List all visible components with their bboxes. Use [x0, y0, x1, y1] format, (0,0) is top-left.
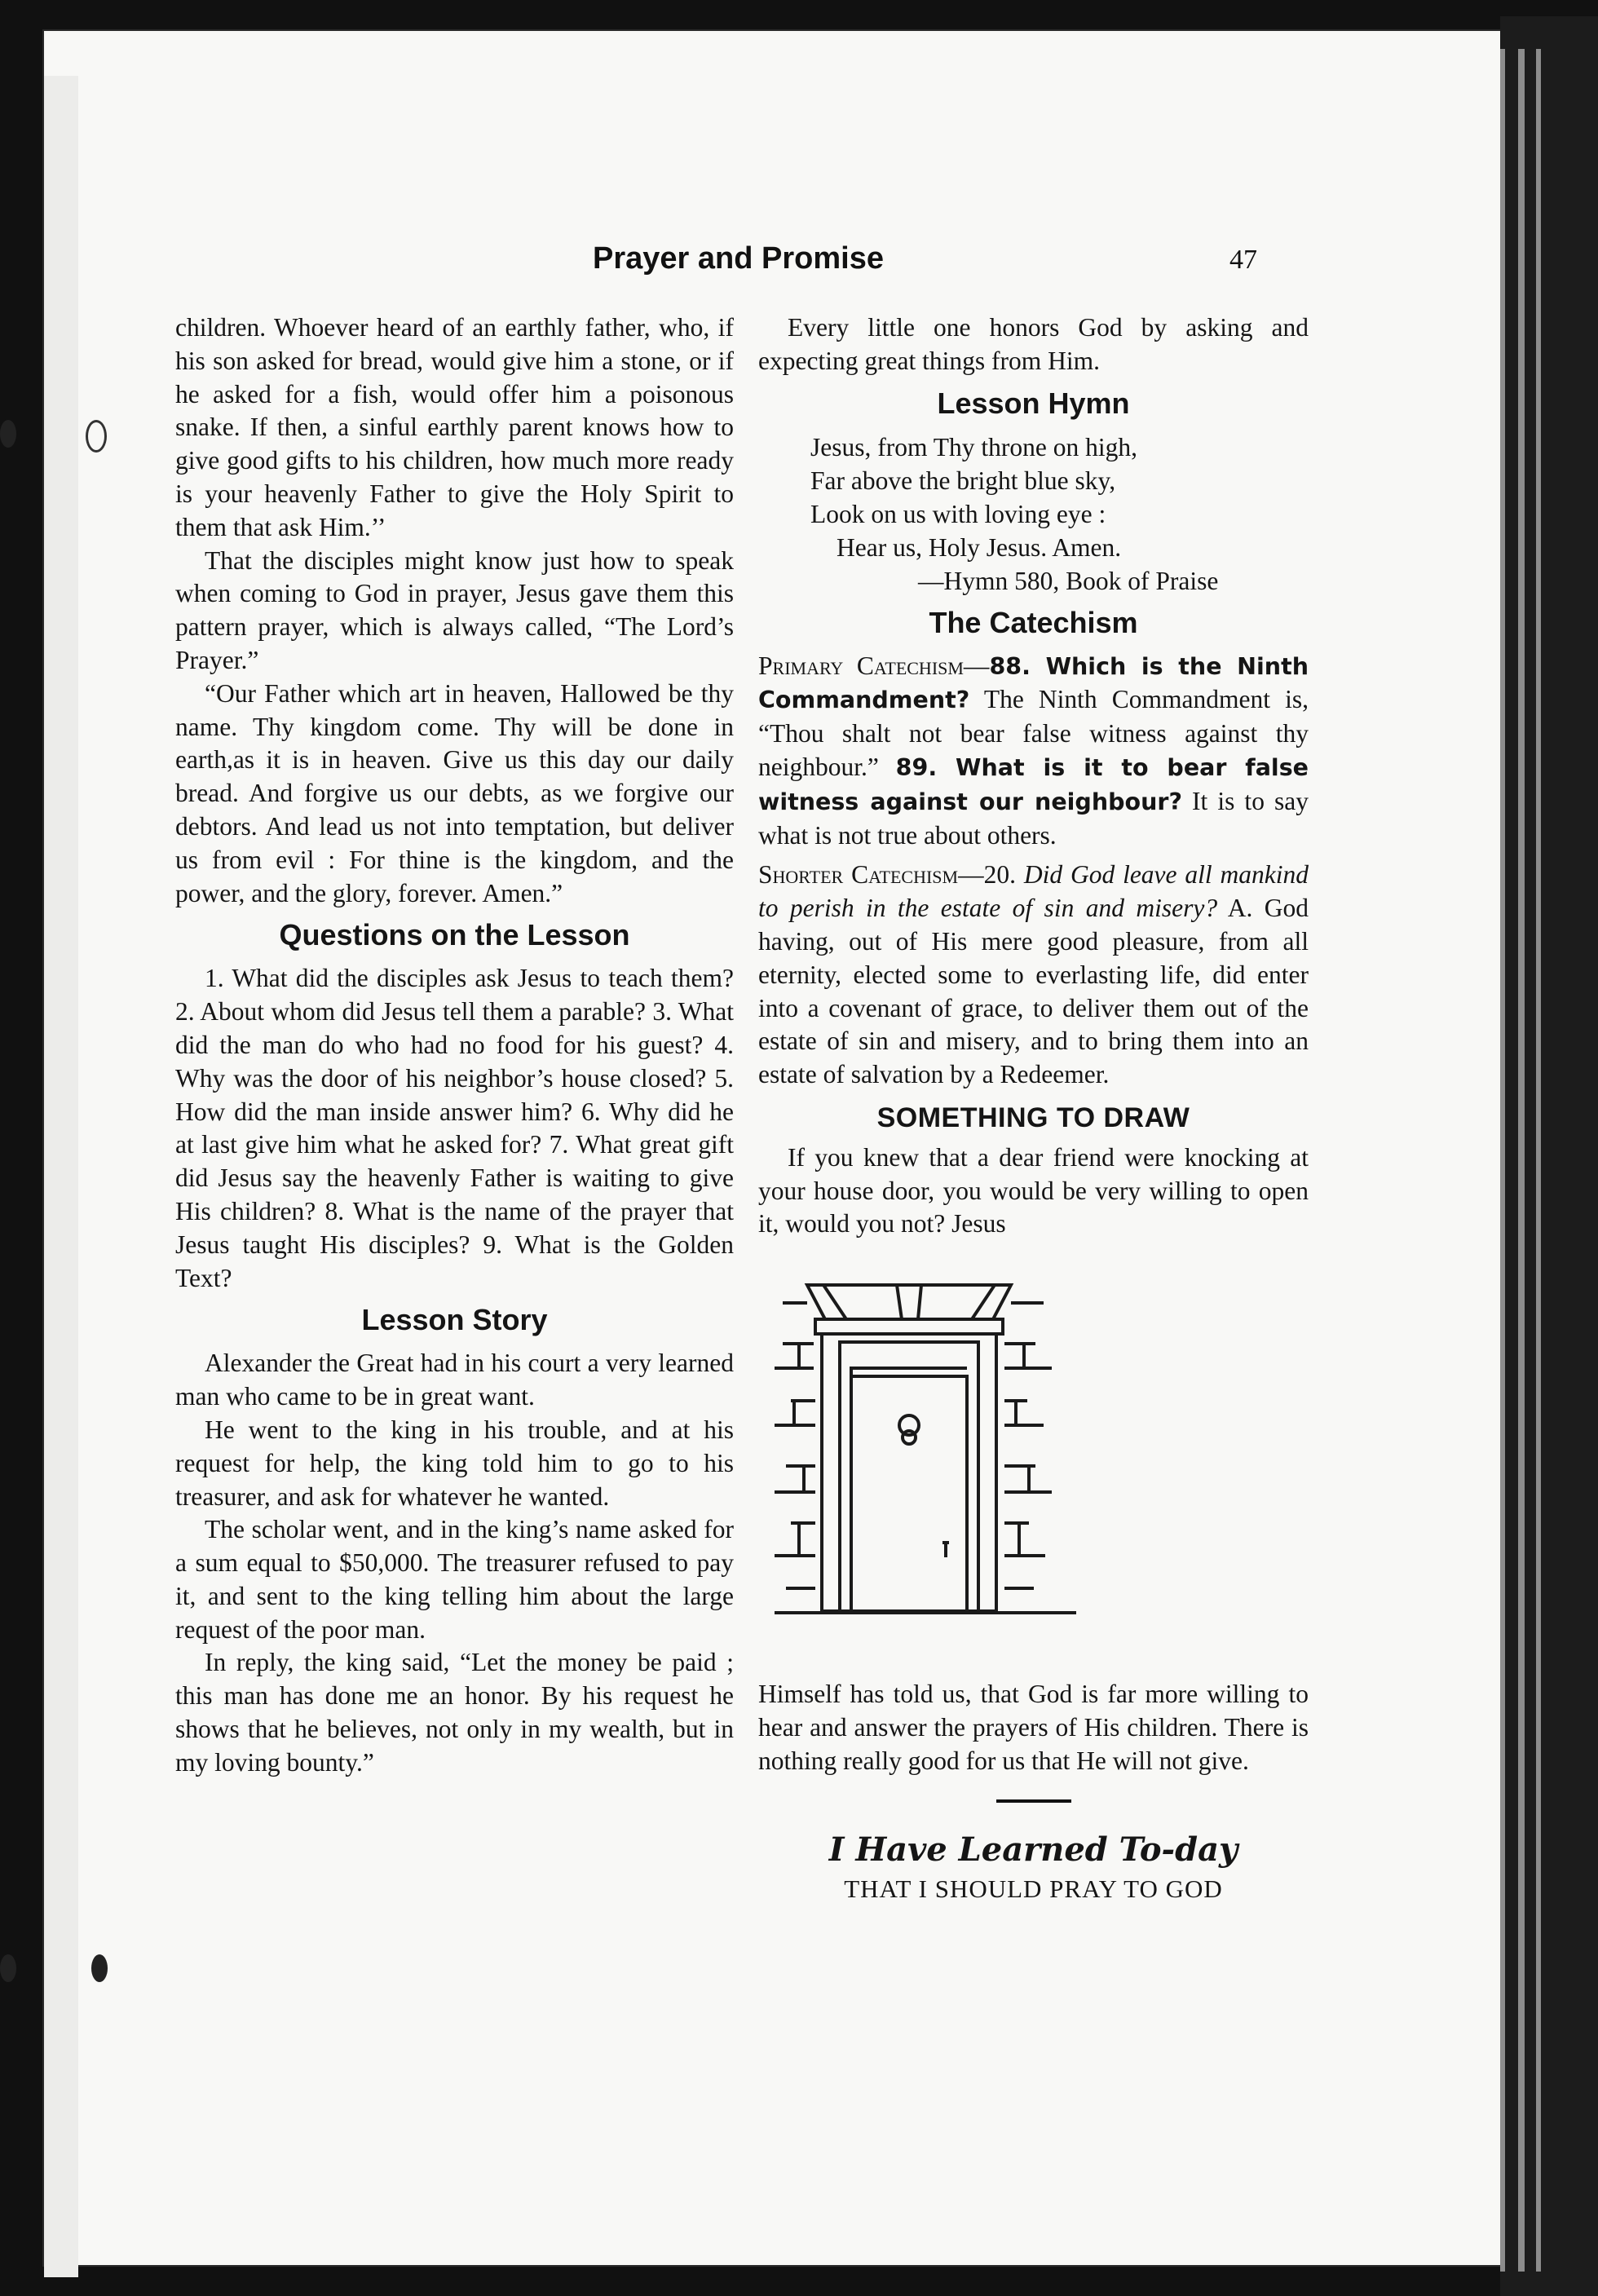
paragraph: The scholar went, and in the king’s name asked for a sum equal to $50,000. The treasurer refused to pay it, and sent to the king telling him about the large request of the poor man.: [175, 1515, 734, 1644]
paragraph: That the disciples might know just how to speak when coming to God in prayer, Jesus gave them this pattern prayer, which is always called, “The Lord’s Prayer.”: [175, 545, 734, 674]
book-edge: [1500, 16, 1598, 2296]
catechism-question: Did God leave all mankind to perish in the estate of sin and misery?: [758, 860, 1309, 923]
binding-hole: [0, 1954, 16, 1982]
paragraph: He went to the king in his trouble, and at his request for help, the king told him to go to his treasurer, and ask for whatever he wanted.: [175, 1415, 734, 1511]
catechism-question: 89. What is it to bear false witness against our neighbour?: [758, 753, 1309, 815]
page-margin-strip: [44, 76, 78, 2277]
paragraph: Alexander the Great had in his court a very learned man who came to be in great want.: [175, 1349, 734, 1411]
shorter-catechism: [758, 859, 1309, 1092]
hymn-line: Far above the bright blue sky,: [810, 466, 1116, 495]
catechism-label: Shorter Catechism—20.: [758, 860, 1016, 890]
questions-heading: Questions on the Lesson: [279, 918, 630, 952]
questions-list: 1. What did the disciples ask Jesus to teach them? 2. About whom did Jesus tell them a parable? 3. What did the man do who had no food for his guest? 4. Why was the door of his neighbor’s house closed? 5. How did the man inside answer him? 6. Why did he at last give him what he asked for? 7. What great gift did Jesus say the heavenly Father is waiting to give His children? 8. What is the name of the prayer that Jesus taught His disciples? 9. What is the Golden Text?: [175, 964, 734, 1292]
binding-hole: [0, 420, 16, 448]
story-heading: Lesson Story: [361, 1303, 548, 1337]
hymn-source: —Hymn 580, Book of Praise: [918, 566, 1219, 595]
paragraph: Himself has told us, that God is far more willing to hear and answer the prayers of His children. There is nothing really good for us that He will not give.: [758, 1680, 1309, 1775]
paragraph: If you knew that a dear friend were knocking at your house door, you would be very willing to open it, would you not? Jesus: [758, 1142, 1309, 1239]
binding-hole: [91, 1954, 108, 1982]
door-illustration: [775, 1278, 1084, 1629]
lords-prayer: “Our Father which art in heaven, Hallowed be thy name. Thy kingdom come. Thy will be done in earth,as it is in heaven. Give us this day our daily bread. And forgive us our debts, as we forgive our debtors. And lead us not into temptation, but deliver us from evil : For thine is the kingdom, and the power, and the glory, forever. Amen.”: [175, 678, 734, 907]
binding-hole: [86, 420, 107, 453]
right-column: [758, 311, 1309, 1905]
hymn-line: Look on us with loving eye :: [810, 499, 1106, 528]
hymn: [810, 430, 1309, 598]
paragraph: children. Whoever heard of an earthly father, who, if his son asked for bread, would give him a stone, or if he asked for a fish, would offer him a poisonous snake. If then, a sinful earthly parent knows how to give good gifts to his children, how much more ready is your heavenly Father to give the Holy Spirit to them that ask Him.’’: [175, 313, 734, 541]
catechism-question: 88. Which is the Ninth Commandment?: [758, 652, 1309, 714]
hymn-line: Hear us, Holy Jesus. Amen.: [837, 532, 1122, 562]
left-column: [175, 311, 734, 1780]
catechism-answer: The Ninth Commandment is, “Thou shalt not bear false witness against thy neighbour.”: [758, 685, 1309, 781]
catechism-label: Primary Catechism—: [758, 651, 990, 680]
learned-today-title: I Have Learned To-day: [828, 1830, 1238, 1869]
paragraph: In reply, the king said, “Let the money be paid ; this man has done me an honor. By his request he shows that he believes, not only in my wealth, but in my loving bounty.”: [175, 1648, 734, 1777]
hymn-line: Jesus, from Thy throne on high,: [810, 432, 1138, 461]
page-number: 47: [1229, 245, 1257, 275]
draw-heading: SOMETHING TO DRAW: [876, 1102, 1190, 1133]
hymn-heading: Lesson Hymn: [937, 386, 1130, 420]
catechism-heading: The Catechism: [929, 605, 1138, 639]
catechism-answer: A. God having, out of His mere good pleasure, from all eternity, elected some to everlasting life, did enter into a covenant of grace, to deliver them out of the estate of sin and misery, and to bring them into an estate of salvation by a Redeemer.: [758, 894, 1309, 1089]
catechism-answer: It is to say what is not true about others.: [758, 786, 1309, 850]
lesson-summary: THAT I SHOULD PRAY TO GOD: [844, 1874, 1223, 1903]
paragraph: Every little one honors God by asking and expecting great things from Him.: [758, 313, 1309, 375]
running-header-title: Prayer and Promise: [593, 241, 884, 276]
divider: [996, 1799, 1071, 1803]
primary-catechism: [758, 650, 1309, 853]
